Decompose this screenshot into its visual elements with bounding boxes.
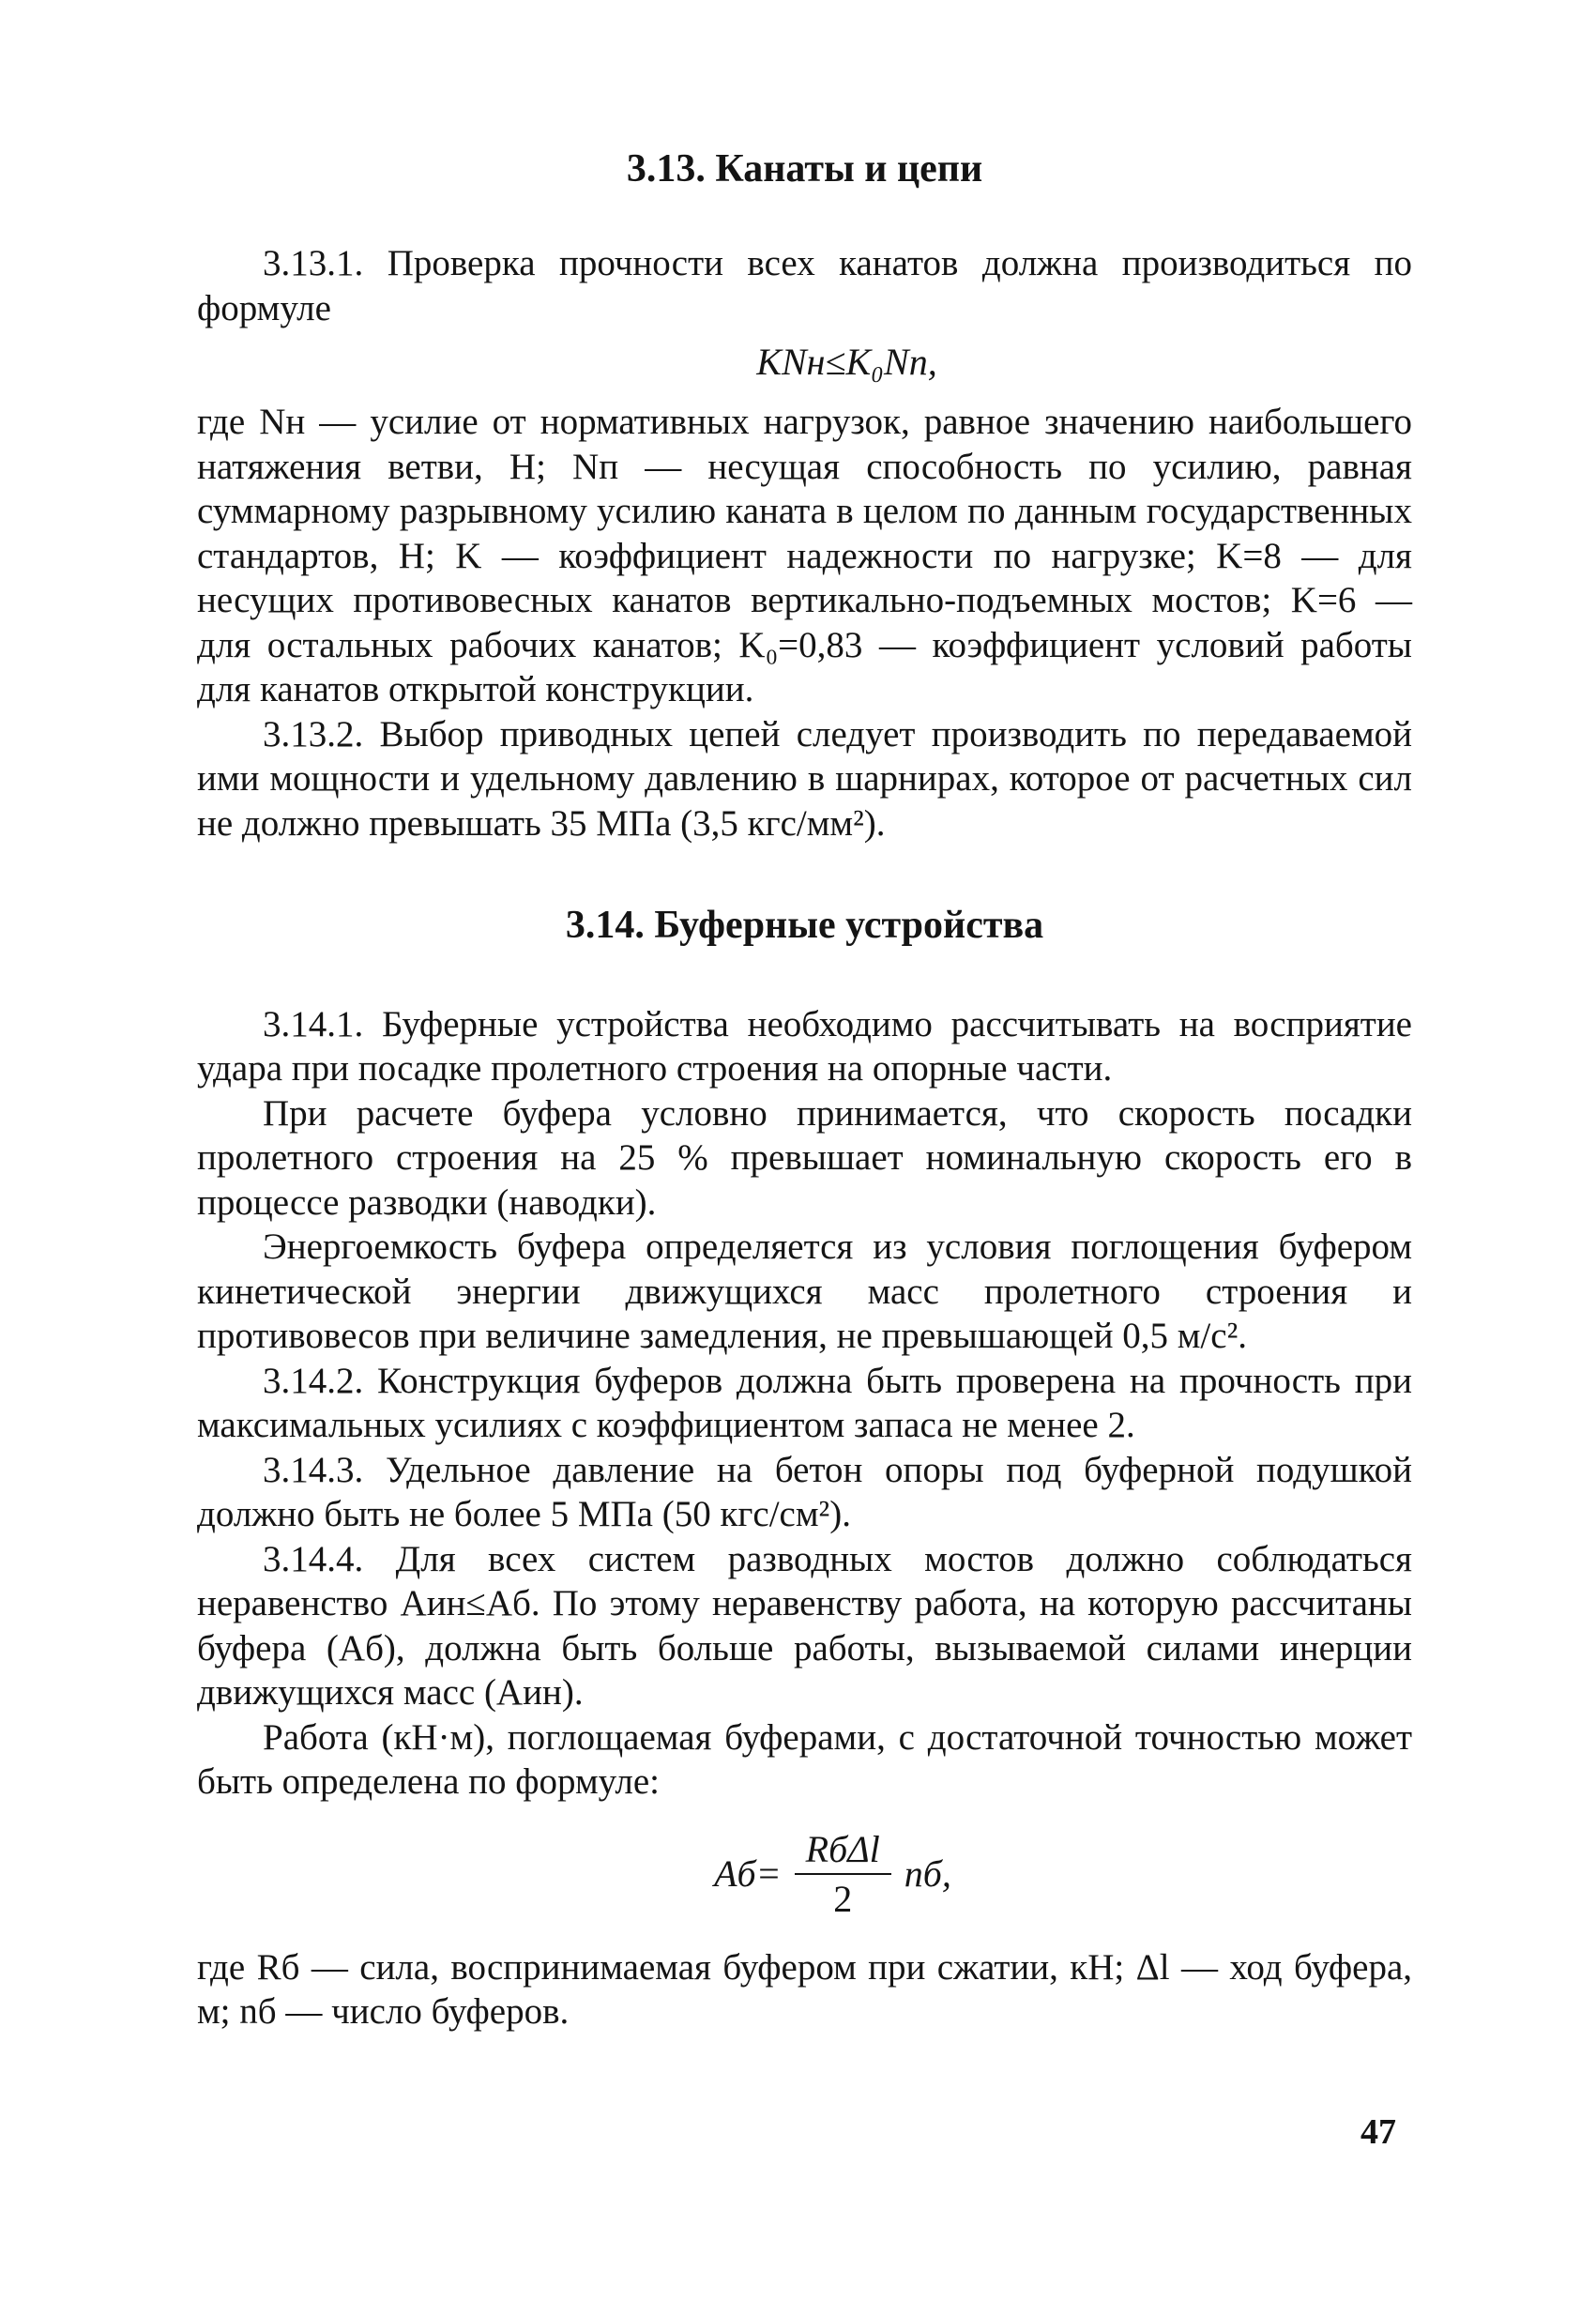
formula-fraction <box>795 1827 891 1921</box>
formula-lhs: Aб= <box>714 1852 782 1896</box>
paragraph-3-13-1: 3.13.1. Проверка прочности всех канатов должна производиться по формуле <box>197 243 1412 328</box>
formula-rope-strength <box>197 336 1412 389</box>
document-page <box>197 145 1412 2034</box>
section-heading-3-14: 3.14. Буферные устройства <box>565 904 1044 948</box>
paragraph-buffer-speed: При расчете буфера условно принимается, что скорость посадки пролетного строения на 25 % превышает номинальную скорость его в процессе разводки (наводки). <box>197 1092 1412 1223</box>
paragraph-3-14-2: 3.14.2. Конструкция буферов должна быть проверена на прочность при максимальных усилиях с коэффициентом запаса не менее 2. <box>197 1360 1412 1446</box>
section-heading-3-13: 3.13. Канаты и цепи <box>626 147 983 190</box>
paragraph-definitions: где Nн — усилие от нормативных нагрузок, равное значению наибольшего натяжения ветви, Н; Nп — несущая способность по усилию, равная суммарному разрывному усилию каната в целом по данным государственных стандартов, Н; K — коэффициент надежности по нагрузке; K=8 — для несущих противовесных канатов вертикально-подъемных мостов; K=6 — для остальных рабочих канатов; K₀=0,83 — коэффициент условий работы для канатов открытой конструкции. <box>197 402 1412 710</box>
formula-denominator: 2 <box>833 1877 853 1920</box>
paragraph-work-formula-intro: Работа (кН·м), поглощаемая буферами, с достаточной точностью может быть определена по формуле: <box>197 1716 1412 1803</box>
formula-buffer-work <box>197 1827 1412 1921</box>
formula-numerator: RбΔl <box>795 1827 891 1875</box>
paragraph-3-14-4: 3.14.4. Для всех систем разводных мостов должно соблюдаться неравенство Aин≤Aб. По этому неравенству работа, на которую рассчитаны буфера (Aб), должна быть больше работы, вызываемой силами инерции движущихся масс (Aин). <box>197 1538 1412 1714</box>
formula-text: KNн≤K₀Nп, <box>756 341 937 384</box>
paragraph-3-14-3: 3.14.3. Удельное давление на бетон опоры под буферной подушкой должно быть не более 5 МПа (50 кгс/см²). <box>197 1449 1412 1535</box>
paragraph-formula-definitions: где Rб — сила, воспринимаемая буфером при сжатии, кН; Δl — ход буфера, м; nб — число буферов. <box>197 1946 1412 2033</box>
paragraph-buffer-energy: Энергоемкость буфера определяется из условия поглощения буфером кинетической энергии движущихся масс пролетного строения и противовесов при величине замедления, не превышающей 0,5 м/с². <box>197 1227 1412 1357</box>
paragraph-3-13-2: 3.13.2. Выбор приводных цепей следует производить по передаваемой ими мощности и удельному давлению в шарнирах, которое от расчетных сил не должно превышать 35 МПа (3,5 кгс/мм²). <box>197 713 1412 844</box>
paragraph-3-14-1: 3.14.1. Буферные устройства необходимо рассчитывать на восприятие удара при посадке пролетного строения на опорные части. <box>197 1003 1412 1089</box>
page-number: 47 <box>1360 2112 1396 2152</box>
formula-rhs: nб, <box>904 1852 951 1896</box>
